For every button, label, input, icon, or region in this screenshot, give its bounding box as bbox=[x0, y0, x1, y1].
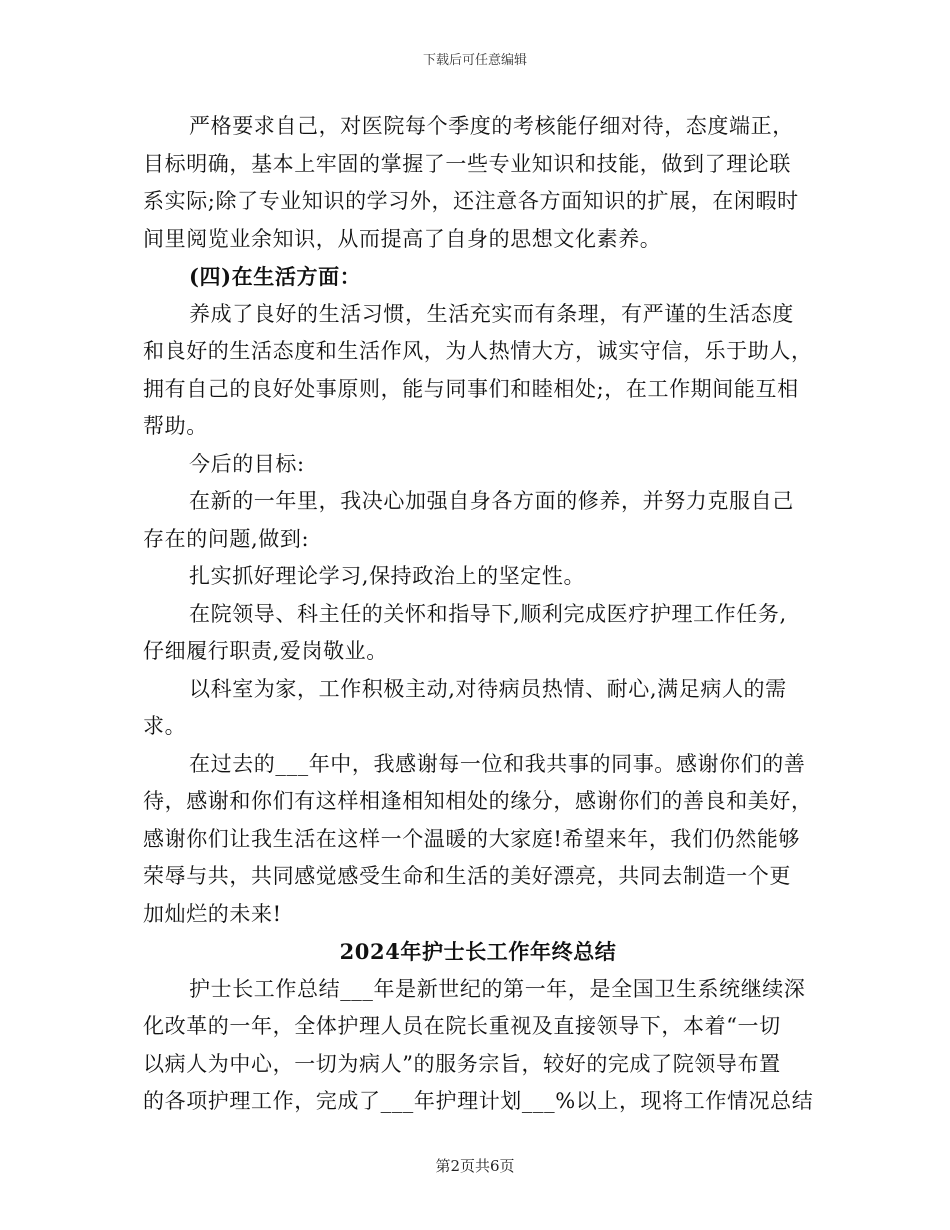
paragraph-line: 待，感谢和你们有这样相逢相知相处的缘分，感谢你们的善良和美好， bbox=[143, 789, 813, 813]
paragraph-line: 目标明确，基本上牢固的掌握了一些专业知识和技能，做到了理论联 bbox=[143, 151, 791, 176]
paragraph-line: 求。 bbox=[143, 714, 187, 738]
paragraph-line: 间里阅览业余知识，从而提高了自身的思想文化素养。 bbox=[143, 226, 662, 251]
document-body bbox=[143, 108, 813, 1121]
paragraph-line: 养成了良好的生活习惯，生活充实而有条理，有严谨的生活态度 bbox=[189, 301, 794, 326]
page-number: 第2页共6页 bbox=[435, 1157, 515, 1175]
document-title: 2024年护士长工作年终总结 bbox=[339, 939, 617, 964]
paragraph-line: 在新的一年里，我决心加强自身各方面的修养，并努力克服自己 bbox=[189, 489, 794, 513]
paragraph-line: 感谢你们让我生活在这样一个温暖的大家庭!希望来年，我们仍然能够 bbox=[143, 826, 801, 851]
paragraph-line: 荣辱与共，共同感觉感受生命和生活的美好漂亮，共同去制造一个更 bbox=[143, 864, 791, 888]
paragraph-line: 扎实抓好理论学习,保持政治上的坚定性。 bbox=[189, 564, 586, 588]
paragraph-line: 和良好的生活态度和生活作风，为人热情大方，诚实守信，乐于助人， bbox=[143, 339, 813, 363]
paragraph-line: 化改革的一年，全体护理人员在院长重视及直接领导下，本着“一切 bbox=[143, 1014, 781, 1038]
paragraph-line: 今后的目标: bbox=[189, 451, 305, 476]
section-heading: (四)在生活方面： bbox=[189, 264, 362, 289]
page-header-note: 下载后可任意编辑 bbox=[422, 53, 527, 68]
paragraph-line: 系实际;除了专业知识的学习外，还注意各方面知识的扩展，在闲暇时 bbox=[143, 189, 799, 213]
paragraph-line: 以科室为家，工作积极主动,对待病员热情、耐心,满足病人的需 bbox=[189, 676, 787, 701]
paragraph-line: 加灿烂的未来! bbox=[143, 901, 282, 926]
paragraph-line: 在过去的___年中，我感谢每一位和我共事的同事。感谢你们的善 bbox=[189, 751, 806, 776]
paragraph-line: 拥有自己的良好处事原则，能与同事们和睦相处;，在工作期间能互相 bbox=[143, 376, 799, 401]
paragraph-line: 在院领导、科主任的关怀和指导下,顺利完成医疗护理工作任务, bbox=[189, 601, 787, 626]
paragraph-line: 护士长工作总结___年是新世纪的第一年，是全国卫生系统继续深 bbox=[189, 976, 806, 1001]
paragraph-line: 仔细履行职责,爱岗敬业。 bbox=[143, 639, 388, 663]
paragraph-line: 的各项护理工作，完成了___年护理计划___%以上，现将工作情况总结 bbox=[143, 1089, 814, 1113]
paragraph-line: 帮助。 bbox=[143, 414, 208, 438]
paragraph-line: 以病人为中心，一切为病人”的服务宗旨，较好的完成了院领导布置 bbox=[143, 1051, 781, 1076]
paragraph-line: 严格要求自己，对医院每个季度的考核能仔细对待，态度端正， bbox=[189, 114, 794, 138]
paragraph-line: 存在的问题,做到: bbox=[143, 526, 310, 551]
